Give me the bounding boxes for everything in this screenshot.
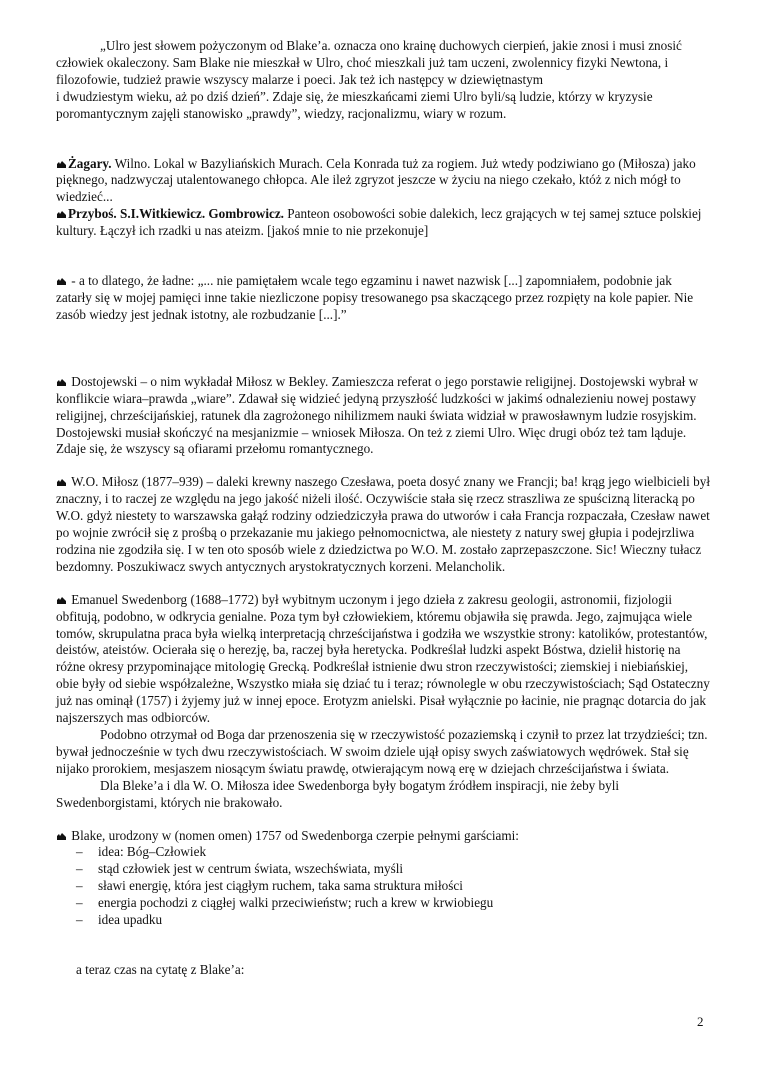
swedenborg-entry [56, 592, 710, 727]
list-item: – stąd człowiek jest w centrum świata, wszechświata, myśli [76, 861, 710, 878]
bullet-icon [56, 377, 67, 387]
zagary-entry [56, 156, 710, 207]
bullet-icon [56, 831, 67, 841]
list-item: – idea upadku [76, 912, 710, 929]
przybos-entry [56, 206, 710, 240]
bullet-icon [56, 209, 67, 219]
blake-ideas-list [56, 844, 710, 929]
wo-milosz-entry [56, 474, 710, 575]
entry-heading: Przyboś. S.I.Witkiewicz. Gombrowicz. [68, 206, 284, 222]
bullet-icon [56, 477, 67, 487]
entry-heading: Żagary. [68, 155, 112, 171]
swedenborg-paragraph-3: Dla Bleke’a i dla W. O. Miłosza idee Swedenborga były bogatym źródłem inspiracji, nie żeby byli Swedenborgistami, których nie brakowało. [56, 777, 620, 810]
entry-text: Panteon osobowości sobie dalekich, lecz grających w tej samej sztuce polskiej kultury. Łączył ich rzadki u nas ateizm. [jakoś mnie to nie przekonuje] [56, 206, 702, 239]
page-number: 2 [697, 1014, 704, 1029]
list-item: – energia pochodzi z ciągłej walki przeciwieństw; ruch a krew w krwiobiegu [76, 895, 710, 912]
entry-text: W.O. Miłosz (1877–939) – daleki krewny naszego Czesława, poeta dosyć znany we Francji; ba! krąg jego wielbicieli był znaczny, i to raczej ze względu na jego jakość niżeli ilość. Oczywiście stała się rzecz straszliwa ze spuścizną literacką po W.O. gdyż niestety to warszawska gałąź rodziny odziedziczyła prawa do utworów i cała Francja rozpaczała, Czesław nawet po wojnie zwrócił się z prośbą o przekazanie mu jakiego pełnomocnictwa, ale niestety z natury swej głupia i podejrzliwa rodzina nie zgodziła się. I w ten oto sposób wiele z dziedzictwa po W.O. M. zostało zaprzepaszczone. Sic! Wieczny tułacz bezdomny. Poszukiwacz swych antycznych arystokratycznych korzeni. Melancholik. [56, 474, 710, 574]
blake-entry [56, 828, 710, 845]
closing-line: a teraz czas na cytatę z Blake’a: [76, 961, 245, 977]
entry-text: Blake, urodzony w (nomen omen) 1757 od Swedenborga czerpie pełnymi garściami: [71, 827, 519, 843]
entry-text: - a to dlatego, że ładne: „... nie pamiętałem wcale tego egzaminu i nawet nazwisk [...] zapomniałem, podobnie jak zatarły się w mojej pamięci inne takie niezliczone popisy tresowanego psa skaczącego przez rozpięty na kole papier. Nie zasób wiedzy jest jednak istotny, ale rozbudzanie [...].” [56, 273, 694, 322]
entry-text: Dostojewski – o nim wykładał Miłosz w Bekley. Zamieszcza referat o jego porstawie religijnej. Dostojewski wybrał w konflikcie wiara–prawda „wiare”. Zdawał się widzieć jedyną przyszłość ludzkości w jakimś odnalezieniu nowej postawy religijnej, chrześcijańskiej, ratunek dla zagrożonego nihilizmem nauki świata widział w prawosławnym ludzie rosyjskim. Dostojewski musiał skończyć na mesjanizmie – wniosek Miłosza. On też z ziemi Ulro. Więc drugi obóz też tam ląduje. Zdaje się, że wszyscy są ofiarami przełomu romantycznego. [56, 373, 699, 457]
bullet-icon [56, 159, 67, 169]
ulro-commentary: i dwudziestym wieku, aż po dziś dzień”. Zdaje się, że mieszkańcami ziemi Ulro byli/są ludzie, którzy w kryzysie poromantycznym zajęli stanowisko „prawdy”, wiedzy, racjonalizmu, wiary w rozum. [56, 88, 653, 121]
document-body [56, 38, 710, 979]
entry-text: Emanuel Swedenborg (1688–1772) był wybitnym uczonym i jego dzieła z zakresu geologii, astronomii, fizjologii obfitują, podobno, w odkrycia genialne. Poza tym był człowiekiem, któremu objawiła się prawda. Jego, zajmująca wiele tomów, skrupulatna praca była wielką interpretacją chrześcijaństwa i godziła we wszystkie strony: katolików, protestantów, deistów, ateistów. Ocierała się o herezję, ba, raczej była heretycka. Podkreślał ludzki aspekt Bóstwa, dzielił historię na różne okresy przypominające mitologię Grecką. Podkreślał istnienie dwu stron rzeczywistości; ziemskiej i niebiańskiej, obie były od siebie współzależne, Wszystko miała się dziać tu i teraz; równolegle w obu rzeczywistościach; Sąd Ostateczny już nas ominął (1757) i żyjemy już w innej epoce. Erotyzm anielski. Pisał wyłącznie po łacinie, nie pragnąc dotarcia do jak najszerszych mas odbiorców. [56, 591, 710, 726]
bullet-icon [56, 276, 67, 286]
bullet-icon [56, 595, 67, 605]
swedenborg-paragraph-2: Podobno otrzymał od Boga dar przenoszenia się w rzeczywistość pozaziemską i czynił to przez lat trzydzieści; tzn. bywał jednocześnie w tych dwu rzeczywistościach. W swoim dziele ujął opisy swych zaświatowych wędrówek. Stał się nijako prorokiem, mesjaszem niosącym światu prawdę, otwierającym nową erę w dziejach chrześcijaństwa i świata. [56, 727, 708, 776]
entry-text: Wilno. Lokal w Bazyliańskich Murach. Cela Konrada tuż za rogiem. Już wtedy podziwiano go (Miłosza) jako pięknego, nadzwyczaj utalentowanego chłopca. Ale ileż zgryzot jeszcze w życiu na niego czekało, któż z nich mógł to wiedzieć... [56, 155, 696, 205]
dostojewski-entry [56, 374, 710, 459]
list-item: – idea: Bóg–Człowiek [76, 844, 710, 861]
exam-quote-entry [56, 273, 710, 324]
ulro-quote: „Ulro jest słowem pożyczonym od Blake’a. oznacza ono krainę duchowych cierpień, jakie znosi i musi znosić człowiek okaleczony. Sam Blake nie mieszkał w Ulro, choć mieszkali już tam uczeni, zwolennicy fizyki Newtona, i filozofowie, tudzież prawie wszyscy malarze i poeci. Jak też ich następcy w dziewiętnastym [56, 38, 682, 87]
list-item: – sławi energię, która jest ciągłym ruchem, taka sama struktura miłości [76, 878, 710, 895]
